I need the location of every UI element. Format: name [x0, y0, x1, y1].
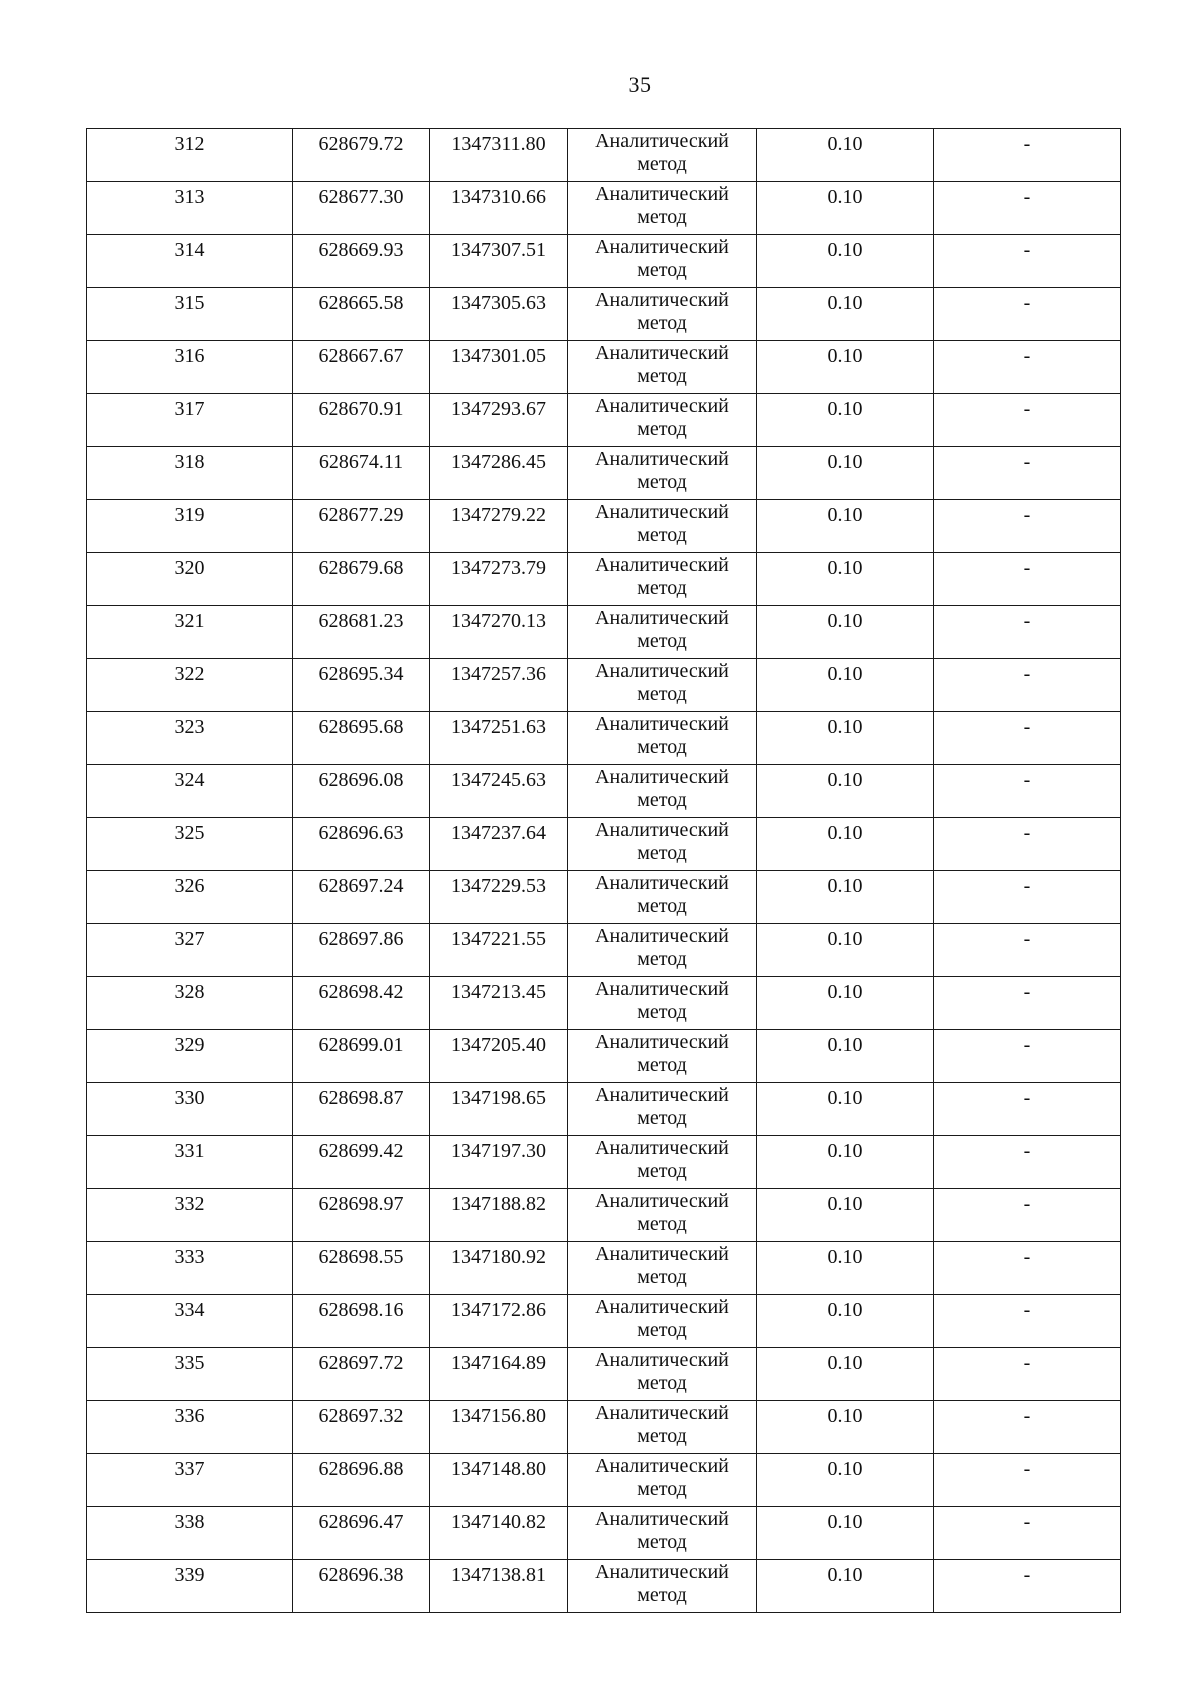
point-number-cell: 315: [87, 288, 293, 341]
method-text: Аналитический метод: [595, 236, 729, 281]
table-row: [87, 1136, 1121, 1189]
x-coordinate-cell: 628695.68: [293, 712, 430, 765]
table-row: [87, 288, 1121, 341]
y-coordinate-cell: 1347257.36: [430, 659, 568, 712]
x-coordinate-cell: 628667.67: [293, 341, 430, 394]
x-coordinate-cell: 628697.32: [293, 1401, 430, 1454]
table-row: [87, 235, 1121, 288]
accuracy-cell: 0.10: [757, 1454, 934, 1507]
x-coordinate-cell: 628696.08: [293, 765, 430, 818]
extra-cell: -: [934, 606, 1121, 659]
point-number-cell: 339: [87, 1560, 293, 1613]
method-text: Аналитический метод: [595, 1190, 729, 1235]
point-number-cell: 318: [87, 447, 293, 500]
y-coordinate-cell: 1347156.80: [430, 1401, 568, 1454]
point-number-cell: 336: [87, 1401, 293, 1454]
x-coordinate-cell: 628697.24: [293, 871, 430, 924]
accuracy-cell: 0.10: [757, 712, 934, 765]
extra-cell: -: [934, 1454, 1121, 1507]
x-coordinate-cell: 628698.55: [293, 1242, 430, 1295]
extra-cell: -: [934, 394, 1121, 447]
table-row: [87, 341, 1121, 394]
method-text: Аналитический метод: [595, 660, 729, 705]
table-row: [87, 924, 1121, 977]
table-row: [87, 182, 1121, 235]
table-row: [87, 1295, 1121, 1348]
point-number-cell: 313: [87, 182, 293, 235]
point-number-cell: 329: [87, 1030, 293, 1083]
method-cell: [568, 553, 757, 606]
method-text: Аналитический метод: [595, 872, 729, 917]
y-coordinate-cell: 1347197.30: [430, 1136, 568, 1189]
y-coordinate-cell: 1347245.63: [430, 765, 568, 818]
method-cell: [568, 924, 757, 977]
y-coordinate-cell: 1347213.45: [430, 977, 568, 1030]
y-coordinate-cell: 1347140.82: [430, 1507, 568, 1560]
point-number-cell: 327: [87, 924, 293, 977]
extra-cell: -: [934, 1083, 1121, 1136]
method-text: Аналитический метод: [595, 1137, 729, 1182]
extra-cell: -: [934, 1295, 1121, 1348]
accuracy-cell: 0.10: [757, 394, 934, 447]
accuracy-cell: 0.10: [757, 1295, 934, 1348]
table-row: [87, 977, 1121, 1030]
x-coordinate-cell: 628681.23: [293, 606, 430, 659]
extra-cell: -: [934, 288, 1121, 341]
method-cell: [568, 447, 757, 500]
method-cell: [568, 818, 757, 871]
extra-cell: -: [934, 712, 1121, 765]
accuracy-cell: 0.10: [757, 871, 934, 924]
y-coordinate-cell: 1347221.55: [430, 924, 568, 977]
point-number-cell: 312: [87, 129, 293, 182]
accuracy-cell: 0.10: [757, 182, 934, 235]
method-text: Аналитический метод: [595, 1455, 729, 1500]
page-number: 35: [628, 72, 652, 97]
point-number-cell: 333: [87, 1242, 293, 1295]
y-coordinate-cell: 1347180.92: [430, 1242, 568, 1295]
extra-cell: -: [934, 1136, 1121, 1189]
accuracy-cell: 0.10: [757, 500, 934, 553]
method-cell: [568, 1454, 757, 1507]
y-coordinate-cell: 1347286.45: [430, 447, 568, 500]
point-number-cell: 324: [87, 765, 293, 818]
method-text: Аналитический метод: [595, 1402, 729, 1447]
accuracy-cell: 0.10: [757, 1507, 934, 1560]
point-number-cell: 334: [87, 1295, 293, 1348]
accuracy-cell: 0.10: [757, 235, 934, 288]
extra-cell: -: [934, 871, 1121, 924]
extra-cell: -: [934, 1560, 1121, 1613]
table-row: [87, 871, 1121, 924]
point-number-cell: 314: [87, 235, 293, 288]
method-cell: [568, 1083, 757, 1136]
x-coordinate-cell: 628670.91: [293, 394, 430, 447]
table-row: [87, 1189, 1121, 1242]
extra-cell: -: [934, 235, 1121, 288]
method-cell: [568, 1348, 757, 1401]
x-coordinate-cell: 628679.72: [293, 129, 430, 182]
x-coordinate-cell: 628665.58: [293, 288, 430, 341]
point-number-cell: 337: [87, 1454, 293, 1507]
y-coordinate-cell: 1347188.82: [430, 1189, 568, 1242]
method-text: Аналитический метод: [595, 819, 729, 864]
accuracy-cell: 0.10: [757, 341, 934, 394]
extra-cell: -: [934, 1242, 1121, 1295]
accuracy-cell: 0.10: [757, 977, 934, 1030]
extra-cell: -: [934, 924, 1121, 977]
accuracy-cell: 0.10: [757, 1030, 934, 1083]
extra-cell: -: [934, 977, 1121, 1030]
method-cell: [568, 182, 757, 235]
extra-cell: -: [934, 659, 1121, 712]
accuracy-cell: 0.10: [757, 659, 934, 712]
method-text: Аналитический метод: [595, 448, 729, 493]
y-coordinate-cell: 1347148.80: [430, 1454, 568, 1507]
x-coordinate-cell: 628695.34: [293, 659, 430, 712]
y-coordinate-cell: 1347293.67: [430, 394, 568, 447]
accuracy-cell: 0.10: [757, 1242, 934, 1295]
method-text: Аналитический метод: [595, 978, 729, 1023]
extra-cell: -: [934, 500, 1121, 553]
method-text: Аналитический метод: [595, 1243, 729, 1288]
y-coordinate-cell: 1347237.64: [430, 818, 568, 871]
point-number-cell: 320: [87, 553, 293, 606]
x-coordinate-cell: 628698.97: [293, 1189, 430, 1242]
x-coordinate-cell: 628677.30: [293, 182, 430, 235]
accuracy-cell: 0.10: [757, 1560, 934, 1613]
x-coordinate-cell: 628698.42: [293, 977, 430, 1030]
x-coordinate-cell: 628696.38: [293, 1560, 430, 1613]
y-coordinate-cell: 1347198.65: [430, 1083, 568, 1136]
method-cell: [568, 500, 757, 553]
method-text: Аналитический метод: [595, 766, 729, 811]
coordinates-table: [86, 128, 1121, 1613]
y-coordinate-cell: 1347311.80: [430, 129, 568, 182]
method-cell: [568, 765, 757, 818]
table-row: [87, 1348, 1121, 1401]
point-number-cell: 331: [87, 1136, 293, 1189]
extra-cell: -: [934, 765, 1121, 818]
table-row: [87, 1030, 1121, 1083]
y-coordinate-cell: 1347305.63: [430, 288, 568, 341]
table-row: [87, 447, 1121, 500]
accuracy-cell: 0.10: [757, 1136, 934, 1189]
point-number-cell: 335: [87, 1348, 293, 1401]
x-coordinate-cell: 628697.72: [293, 1348, 430, 1401]
extra-cell: -: [934, 1189, 1121, 1242]
method-cell: [568, 129, 757, 182]
y-coordinate-cell: 1347172.86: [430, 1295, 568, 1348]
table-row: [87, 606, 1121, 659]
y-coordinate-cell: 1347205.40: [430, 1030, 568, 1083]
y-coordinate-cell: 1347164.89: [430, 1348, 568, 1401]
extra-cell: -: [934, 1030, 1121, 1083]
accuracy-cell: 0.10: [757, 1189, 934, 1242]
method-cell: [568, 606, 757, 659]
method-cell: [568, 1295, 757, 1348]
x-coordinate-cell: 628699.42: [293, 1136, 430, 1189]
method-cell: [568, 341, 757, 394]
y-coordinate-cell: 1347138.81: [430, 1560, 568, 1613]
point-number-cell: 330: [87, 1083, 293, 1136]
point-number-cell: 321: [87, 606, 293, 659]
table-row: [87, 818, 1121, 871]
table-row: [87, 1401, 1121, 1454]
y-coordinate-cell: 1347229.53: [430, 871, 568, 924]
accuracy-cell: 0.10: [757, 606, 934, 659]
method-text: Аналитический метод: [595, 1296, 729, 1341]
point-number-cell: 323: [87, 712, 293, 765]
y-coordinate-cell: 1347251.63: [430, 712, 568, 765]
table-row: [87, 659, 1121, 712]
method-text: Аналитический метод: [595, 1508, 729, 1553]
y-coordinate-cell: 1347273.79: [430, 553, 568, 606]
x-coordinate-cell: 628699.01: [293, 1030, 430, 1083]
method-text: Аналитический метод: [595, 130, 729, 175]
method-cell: [568, 1401, 757, 1454]
method-text: Аналитический метод: [595, 183, 729, 228]
table-row: [87, 129, 1121, 182]
x-coordinate-cell: 628696.63: [293, 818, 430, 871]
method-cell: [568, 712, 757, 765]
extra-cell: -: [934, 818, 1121, 871]
method-text: Аналитический метод: [595, 1084, 729, 1129]
method-cell: [568, 235, 757, 288]
table-row: [87, 712, 1121, 765]
method-text: Аналитический метод: [595, 1349, 729, 1394]
method-text: Аналитический метод: [595, 1031, 729, 1076]
table-row: [87, 1242, 1121, 1295]
y-coordinate-cell: 1347307.51: [430, 235, 568, 288]
accuracy-cell: 0.10: [757, 765, 934, 818]
method-cell: [568, 977, 757, 1030]
accuracy-cell: 0.10: [757, 553, 934, 606]
y-coordinate-cell: 1347270.13: [430, 606, 568, 659]
extra-cell: -: [934, 553, 1121, 606]
point-number-cell: 328: [87, 977, 293, 1030]
method-text: Аналитический метод: [595, 607, 729, 652]
point-number-cell: 332: [87, 1189, 293, 1242]
extra-cell: -: [934, 447, 1121, 500]
extra-cell: -: [934, 341, 1121, 394]
x-coordinate-cell: 628696.88: [293, 1454, 430, 1507]
table-row: [87, 500, 1121, 553]
table-row: [87, 394, 1121, 447]
table-row: [87, 1507, 1121, 1560]
table-row: [87, 553, 1121, 606]
method-text: Аналитический метод: [595, 713, 729, 758]
table-row: [87, 1560, 1121, 1613]
point-number-cell: 317: [87, 394, 293, 447]
accuracy-cell: 0.10: [757, 1083, 934, 1136]
method-cell: [568, 1560, 757, 1613]
y-coordinate-cell: 1347279.22: [430, 500, 568, 553]
method-text: Аналитический метод: [595, 289, 729, 334]
table-row: [87, 1083, 1121, 1136]
point-number-cell: 325: [87, 818, 293, 871]
table-row: [87, 1454, 1121, 1507]
point-number-cell: 316: [87, 341, 293, 394]
method-text: Аналитический метод: [595, 554, 729, 599]
method-cell: [568, 288, 757, 341]
accuracy-cell: 0.10: [757, 447, 934, 500]
x-coordinate-cell: 628677.29: [293, 500, 430, 553]
method-text: Аналитический метод: [595, 925, 729, 970]
extra-cell: -: [934, 1401, 1121, 1454]
method-cell: [568, 1030, 757, 1083]
x-coordinate-cell: 628679.68: [293, 553, 430, 606]
method-cell: [568, 659, 757, 712]
method-cell: [568, 1189, 757, 1242]
table-row: [87, 765, 1121, 818]
extra-cell: -: [934, 1507, 1121, 1560]
extra-cell: -: [934, 1348, 1121, 1401]
method-text: Аналитический метод: [595, 1561, 729, 1606]
method-cell: [568, 394, 757, 447]
accuracy-cell: 0.10: [757, 288, 934, 341]
x-coordinate-cell: 628698.87: [293, 1083, 430, 1136]
method-cell: [568, 1242, 757, 1295]
x-coordinate-cell: 628669.93: [293, 235, 430, 288]
y-coordinate-cell: 1347310.66: [430, 182, 568, 235]
point-number-cell: 322: [87, 659, 293, 712]
accuracy-cell: 0.10: [757, 129, 934, 182]
accuracy-cell: 0.10: [757, 818, 934, 871]
extra-cell: -: [934, 129, 1121, 182]
method-cell: [568, 871, 757, 924]
accuracy-cell: 0.10: [757, 1401, 934, 1454]
y-coordinate-cell: 1347301.05: [430, 341, 568, 394]
method-text: Аналитический метод: [595, 501, 729, 546]
x-coordinate-cell: 628696.47: [293, 1507, 430, 1560]
extra-cell: -: [934, 182, 1121, 235]
point-number-cell: 319: [87, 500, 293, 553]
accuracy-cell: 0.10: [757, 924, 934, 977]
point-number-cell: 326: [87, 871, 293, 924]
method-cell: [568, 1507, 757, 1560]
method-text: Аналитический метод: [595, 342, 729, 387]
method-text: Аналитический метод: [595, 395, 729, 440]
x-coordinate-cell: 628698.16: [293, 1295, 430, 1348]
method-cell: [568, 1136, 757, 1189]
x-coordinate-cell: 628697.86: [293, 924, 430, 977]
point-number-cell: 338: [87, 1507, 293, 1560]
coordinates-table-body: [87, 129, 1121, 1613]
x-coordinate-cell: 628674.11: [293, 447, 430, 500]
accuracy-cell: 0.10: [757, 1348, 934, 1401]
